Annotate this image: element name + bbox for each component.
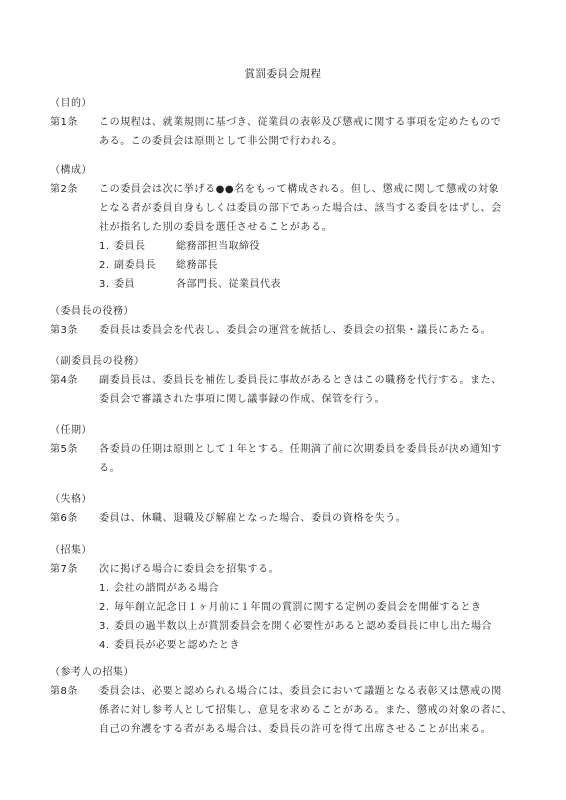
item-index: 4. [99, 640, 110, 651]
article-number: 第1条 [50, 117, 78, 128]
member-role: 総務部長 [176, 260, 218, 271]
item-text: 毎年創立記念日１ヶ月前に１年間の賞罰に関する定例の委員会を開催するとき [114, 602, 482, 613]
article-number: 第7条 [50, 564, 78, 575]
article-number: 第4条 [50, 375, 78, 386]
list-item [99, 617, 506, 636]
article-body [99, 180, 506, 294]
item-index: 3. [99, 621, 110, 632]
item-index: 3. [99, 279, 110, 290]
article-heading: （失格） [50, 494, 92, 505]
member-role: 各部門長、従業員代表 [176, 279, 281, 290]
body-line: 各委員の任期は原則として１年とする。任期満了前に次期委員を委員長が決め通知す [99, 444, 502, 455]
body-line: 委員長は委員会を代表し、委員会の運営を統括し、委員会の招集・議長にあたる。 [99, 325, 492, 336]
body-line: 自己の弁護をする者がある場合は、委員長の許可を得て出席させることが出来る。 [99, 724, 492, 735]
member-item [99, 275, 506, 294]
member-title: 委員長 [114, 241, 146, 252]
article-body [99, 440, 506, 478]
body-line: となる者が委員自身もしくは委員の部下であった場合は、該当する委員をはずし、会 [99, 203, 502, 214]
article-3 [50, 303, 506, 340]
article-7 [50, 542, 506, 655]
item-text: 会社の諮問がある場合 [114, 583, 219, 594]
body-line: この委員会は次に挙げる●●名をもって構成される。但し、懲戒に関して懲戒の対象 [99, 184, 500, 195]
item-index: 1. [99, 583, 110, 594]
item-text: 委員長が必要と認めたとき [114, 640, 240, 651]
document-title: 賞罰委員会規程 [244, 68, 322, 80]
item-index: 1. [99, 241, 110, 252]
article-body [99, 682, 512, 739]
article-6 [50, 491, 506, 528]
article-heading: （参考人の招集） [50, 667, 134, 678]
body-line: 副委員長は、委員長を補佐し委員長に事故があるときはこの職務を代行する。また、 [99, 375, 502, 386]
body-line: 社が指名した別の委員を選任させることがある。 [99, 222, 333, 233]
list-item [99, 579, 506, 598]
member-title: 副委員長 [114, 260, 156, 271]
article-number: 第3条 [50, 325, 78, 336]
body-line: 委員会は、必要と認められる場合には、委員会において議題となる表彰又は懲戒の関 [99, 686, 502, 697]
article-body [99, 113, 506, 151]
article-number: 第6条 [50, 513, 78, 524]
article-body [99, 321, 506, 340]
article-heading: （招集） [50, 545, 92, 556]
article-body [99, 560, 506, 655]
article-body [99, 509, 506, 528]
article-2 [50, 162, 506, 294]
member-role: 総務部担当取締役 [176, 241, 260, 252]
article-5 [50, 422, 506, 478]
item-index: 2. [99, 602, 110, 613]
item-index: 2. [99, 260, 110, 271]
article-1 [50, 95, 506, 151]
body-line: 次に掲げる場合に委員会を招集する。 [99, 564, 280, 575]
article-heading: （目的） [50, 98, 92, 109]
member-item [99, 256, 506, 275]
article-heading: （構成） [50, 165, 92, 176]
body-line: 委員会で審議された事項に関し議事録の作成、保管を行う。 [99, 394, 386, 405]
body-line: 委員は、休職、退職及び解雇となった場合、委員の資格を失う。 [99, 513, 407, 524]
article-heading: （任期） [50, 425, 92, 436]
item-text: 委員の過半数以上が賞罰委員会を開く必要性があると認め委員長に申し出た場合 [114, 621, 492, 632]
article-8 [50, 664, 513, 739]
list-item [99, 636, 506, 655]
body-line: この規程は、就業規則に基づき、従業員の表彰及び懲戒に関する事項を定めたもので [99, 117, 502, 128]
article-heading: （副委員長の役務） [50, 356, 145, 367]
article-number: 第5条 [50, 444, 78, 455]
article-number: 第8条 [50, 686, 78, 697]
article-heading: （委員長の役務） [50, 306, 134, 317]
body-line: ある。この委員会は原則として非公開で行われる。 [99, 136, 343, 147]
member-title: 委員 [114, 279, 135, 290]
article-number: 第2条 [50, 184, 78, 195]
list-item [99, 598, 506, 617]
body-line: 係者に対し参考人として招集し、意見を求めることがある。また、懲戒の対象の者に、 [99, 705, 513, 716]
body-line: る。 [99, 463, 121, 474]
article-4 [50, 353, 506, 409]
member-item [99, 237, 506, 256]
article-body [99, 371, 506, 409]
